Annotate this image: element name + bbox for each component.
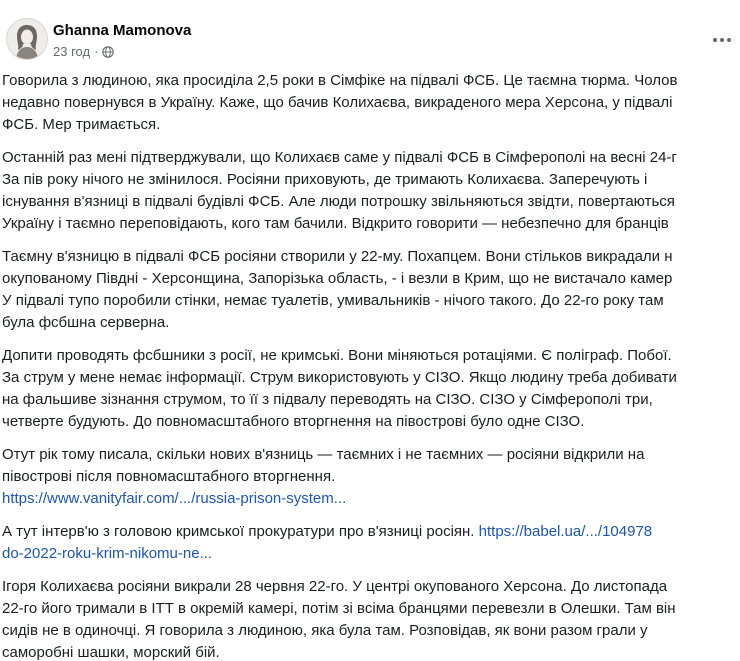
paragraph-line xyxy=(2,268,740,290)
line-text: півострові після повномасштабного вторгнення. xyxy=(2,468,336,485)
paragraph-line xyxy=(2,169,740,191)
line-text: саморобні шашки, морский бій. xyxy=(2,644,220,661)
paragraph-line xyxy=(2,620,740,642)
paragraph-line xyxy=(2,367,740,389)
post-paragraph xyxy=(2,444,740,510)
line-text: А тут інтерв'ю з головою кримської прокуратури про в'язниці росіян. xyxy=(2,523,479,540)
paragraph-line xyxy=(2,411,740,433)
post-paragraph xyxy=(2,576,740,661)
line-text: сидів не в одиночці. Я говорила з людиною, яка була там. Розповідав, як вони разом грали у xyxy=(2,622,648,639)
paragraph-line xyxy=(2,642,740,661)
paragraph-line xyxy=(2,290,740,312)
paragraph-line xyxy=(2,191,740,213)
line-text: ФСБ. Мер тримається. xyxy=(2,116,161,133)
post-link[interactable]: https://www.vanityfair.com/.../russia-prison-system... xyxy=(2,490,347,507)
post-header xyxy=(0,12,740,68)
globe-icon xyxy=(102,46,114,58)
line-text: Ігоря Колихаєва росіяни викрали 28 червня 22-го. У центрі окупованого Херсона. До листопада xyxy=(2,578,668,595)
line-text: Говорила з людиною, яка просиділа 2,5 роки в Сімфіке на підвалі ФСБ. Це таємна тюрма. Чолов xyxy=(2,72,678,89)
line-text: 22-го його тримали в ІТТ в окремій камері, потім зі всіма бранцями перевезли в Олешки. Там він xyxy=(2,600,676,617)
line-text: недавно повернувся в Україну. Каже, що бачив Колихаєва, викраденого мера Херсона, у підвалі xyxy=(2,94,673,111)
paragraph-line xyxy=(2,576,740,598)
line-text: існування в'язниці в підвалі будівлі ФСБ. Але люди потрошку звільняються звідти, повертаються xyxy=(2,193,675,210)
author-avatar[interactable] xyxy=(6,18,48,60)
paragraph-line xyxy=(2,389,740,411)
line-text: на фальшиве зізнання струмом, то її з підвалу переводять на СІЗО. СІЗО у Сімферополі три, xyxy=(2,391,653,408)
author-name[interactable]: Ghanna Mamonova xyxy=(53,22,192,39)
post-meta xyxy=(53,44,114,59)
profile-avatar-icon xyxy=(7,19,47,59)
line-text: У підвалі тупо поробили стінки, немає туалетів, умивальників - нічого такого. До 22-го року там xyxy=(2,292,664,309)
more-options-button[interactable] xyxy=(708,30,736,50)
paragraph-line xyxy=(2,246,740,268)
paragraph-line xyxy=(2,521,740,543)
post-paragraph xyxy=(2,70,740,136)
post-paragraph xyxy=(2,246,740,334)
post-link[interactable]: https://babel.ua/.../104978 xyxy=(478,523,653,540)
meta-separator: · xyxy=(94,44,99,59)
paragraph-line xyxy=(2,444,740,466)
line-text: Таємну в'язницю в підвалі ФСБ росіяни створили у 22-му. Похапцем. Вони стільков викрадали н xyxy=(2,248,673,265)
post-paragraph xyxy=(2,521,740,565)
paragraph-line xyxy=(2,312,740,334)
line-text: була фсбшна серверна. xyxy=(2,314,170,331)
line-text: Допити проводять фсбшники з росії, не кримські. Вони міняються ротаціями. Є поліграф. Побої. xyxy=(2,347,672,364)
paragraph-line xyxy=(2,213,740,235)
paragraph-line xyxy=(2,466,740,488)
paragraph-line xyxy=(2,114,740,136)
paragraph-line xyxy=(2,543,740,565)
paragraph-line xyxy=(2,345,740,367)
post-timestamp[interactable]: 23 год xyxy=(53,44,91,59)
line-text: четверте будують. До повномасштабного вторгнення на півострові було одне СІЗО. xyxy=(2,413,585,430)
post-body xyxy=(2,70,740,661)
paragraph-line xyxy=(2,70,740,92)
post-link[interactable]: do-2022-roku-krim-nikomu-ne... xyxy=(2,545,213,562)
more-dots-icon xyxy=(712,37,732,43)
paragraph-line xyxy=(2,598,740,620)
paragraph-line xyxy=(2,92,740,114)
post-paragraph xyxy=(2,147,740,235)
paragraph-line xyxy=(2,147,740,169)
line-text: Отут рік тому писала, скільки нових в'язниць — таємних і не таємних — росіяни відкрили на xyxy=(2,446,645,463)
post-paragraph xyxy=(2,345,740,433)
line-text: окупованому Півдні - Херсонщина, Запорізька область, - і везли в Крим, що не вистачало камер xyxy=(2,270,673,287)
line-text: За пів року нічого не змінилося. Росіяни приховують, де тримають Колихаєва. Заперечують і xyxy=(2,171,648,188)
line-text: За струм у мене немає інформації. Струм використовують у СІЗО. Якщо людину треба добивати xyxy=(2,369,677,386)
paragraph-line xyxy=(2,488,740,510)
line-text: Останній раз мені підтверджували, що Колихаєв саме у підвалі ФСБ в Сімферополі на весні 24-г xyxy=(2,149,677,166)
line-text: Україну і таємно переповідають, кого там бачили. Відкрито говорити — небезпечно для бранців xyxy=(2,215,669,232)
